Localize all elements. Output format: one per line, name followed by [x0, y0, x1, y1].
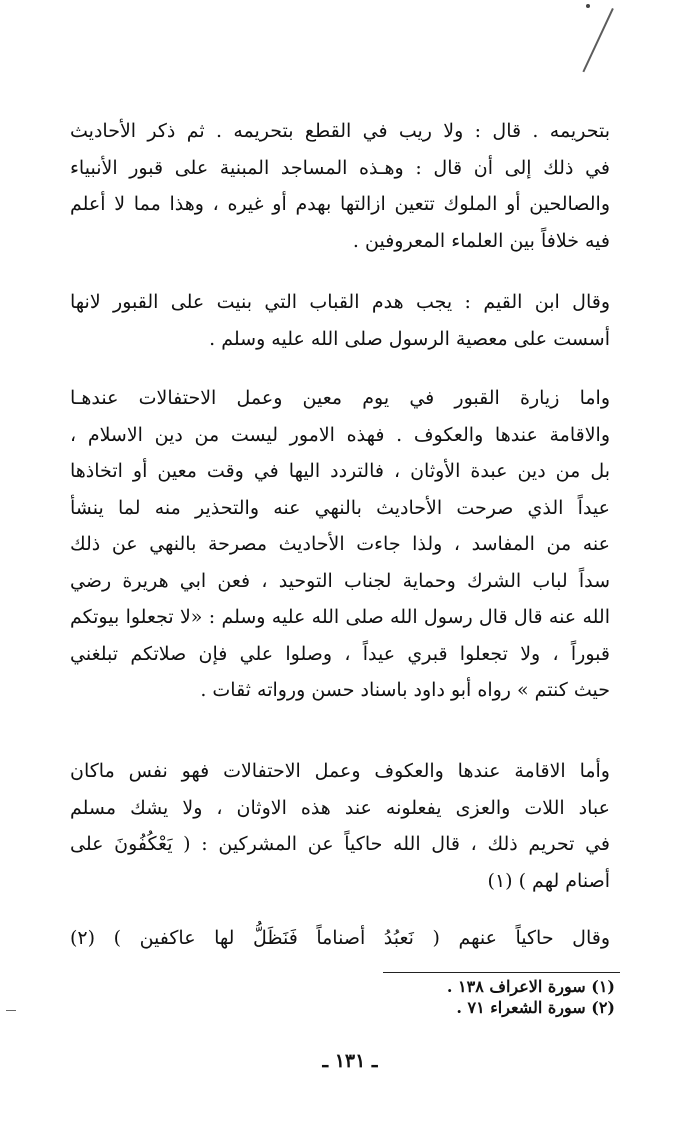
text-line: الله عنه قال قال رسول الله صلى الله عليه وسلم : «لا تجعلوا بيوتكم [70, 606, 610, 628]
text-line: وقال ابن القيم : يجب هدم القباب التي بنيت على القبور لانها [70, 291, 610, 313]
text-line: حيث كنتم » رواه أبو داود باسناد حسن ورواته ثقات . [200, 679, 610, 701]
scan-pen-stroke [582, 8, 613, 72]
text-line: والاقامة عندها والعكوف . فهذه الامور ليست من دين الاسلام ، [70, 423, 610, 446]
text-line: واما زيارة القبور في يوم معين وعمل الاحتفالات عندهـا [70, 387, 610, 409]
paragraph-5 [70, 920, 610, 957]
text-line: عباد اللات والعزى يفعلونه عند هذه الاوثان ، ولا يشك مسلم [70, 796, 610, 819]
text-line: قبوراً ، ولا تجعلوا قبري عيداً ، وصلوا علي فإن صلاتكم تبلغني [70, 642, 610, 665]
text-line: أصنام لهم ) (١) [487, 869, 610, 892]
text-line: عيداً الذي صرحت الأحاديث بالنهي عنه والتحذير منه لما ينشأ [70, 496, 610, 519]
text-line: أسست على معصية الرسول صلى الله عليه وسلم . [209, 327, 610, 350]
paragraph-2 [70, 284, 610, 357]
text-line: فيه خلافاً بين العلماء المعروفين . [352, 229, 610, 252]
margin-scan-mark [6, 1010, 16, 1011]
paragraph-4 [70, 753, 610, 899]
text-line: عنه من المفاسد ، ولذا جاءت الأحاديث مصرحة بالنهي عن ذلك [70, 533, 610, 555]
footnote-divider [383, 972, 620, 973]
footnotes [300, 976, 615, 1018]
text-line: والصالحين أو الملوك تتعين ازالتها بهدم أو غيره ، وهذا مما لا أعلم [70, 193, 610, 215]
page-number: ـ ١٣١ ـ [322, 1050, 378, 1072]
text-line: بتحريمه . قال : ولا ريب في القطع بتحريمه . ثم ذكر الأحاديث [70, 120, 610, 142]
text-line: في تحريم ذلك ، قال الله حاكياً عن المشركين : ( يَعْكُفُونَ على [70, 833, 610, 855]
text-line: سداً لباب الشرك وحماية لجناب التوحيد ، فعن ابي هريرة رضي [70, 569, 610, 592]
text-line: بل من دين عبدة الأوثان ، فالتردد اليها في وقت معين أو اتخاذها [70, 460, 610, 482]
paragraph-3 [70, 380, 610, 709]
paragraph-1 [70, 113, 610, 259]
text-line: في ذلك إلى أن قال : وهـذه المساجد المبنية على قبور الأنبياء [70, 156, 610, 179]
text-line: وقال حاكياً عنهم ( نَعبُدُ أصناماً فَنَظَلُّ لها عاكفين ) (٢) [70, 927, 610, 949]
footnote-1: (١) سورة الاعراف ١٣٨ . [446, 977, 615, 996]
text-line: وأما الاقامة عندها والعكوف وعمل الاحتفالات فهو نفس ماكان [70, 760, 610, 782]
footnote-2: (٢) سورة الشعراء ٧١ . [456, 998, 615, 1017]
scan-speck [586, 4, 590, 8]
